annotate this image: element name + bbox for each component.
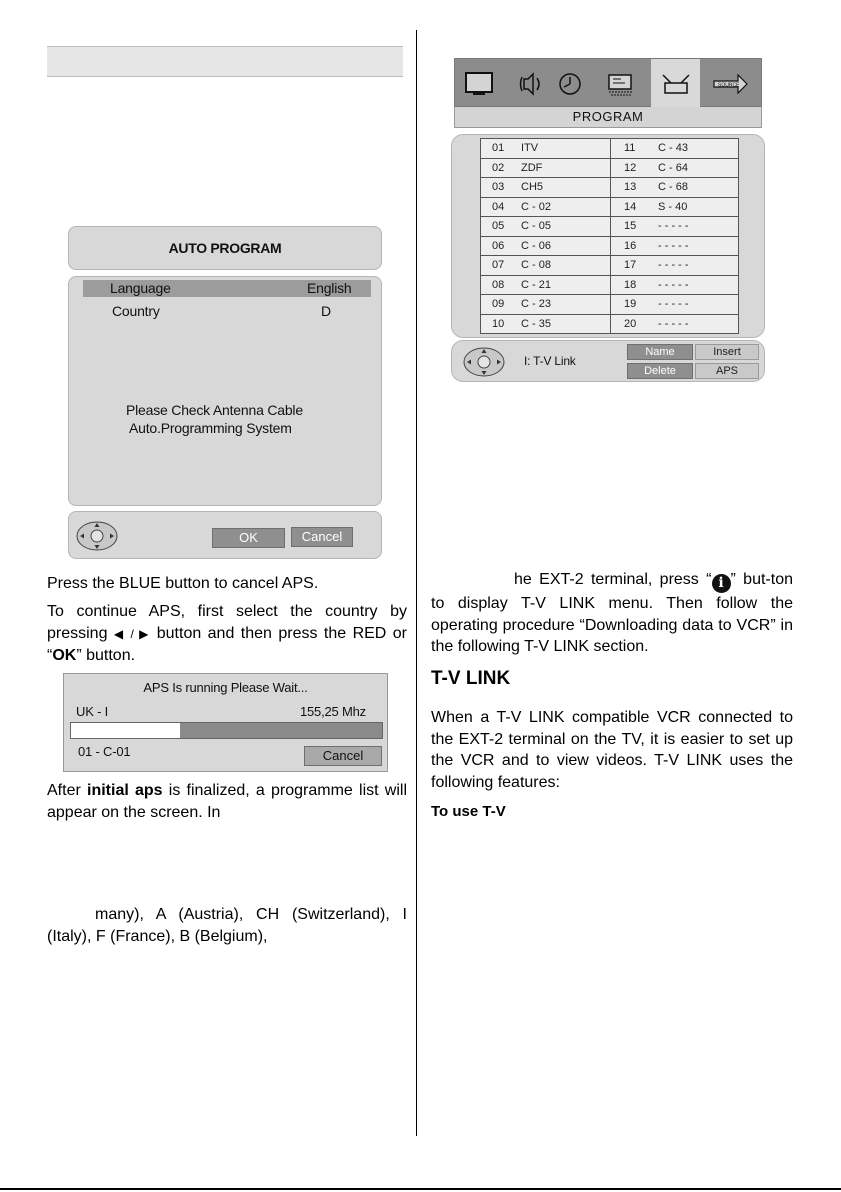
- program-list-panel: [451, 134, 765, 338]
- aps-system-message: Auto.Programming System: [129, 420, 292, 436]
- ok-button[interactable]: OK: [212, 528, 285, 548]
- tv-link-hint: I: T-V Link: [524, 354, 576, 368]
- program-row[interactable]: [481, 178, 738, 198]
- ext2-text: [431, 569, 793, 658]
- country-value[interactable]: D: [321, 303, 331, 319]
- table-column-divider: [610, 159, 611, 178]
- tv-link-heading: T-V LINK: [431, 668, 511, 689]
- sound-icon[interactable]: [519, 69, 545, 99]
- aps-progress-bar: [70, 722, 383, 739]
- program-number: 08: [492, 278, 505, 291]
- aps-button[interactable]: APS: [695, 363, 759, 379]
- aps-status-box: [63, 673, 388, 772]
- aps-frequency: 155,25 Mhz: [300, 704, 366, 719]
- program-row[interactable]: [481, 276, 738, 296]
- program-name: C - 08: [521, 259, 551, 271]
- cancel-aps-text: Press the BLUE button to cancel APS.: [47, 575, 319, 592]
- clock-icon[interactable]: [556, 69, 584, 99]
- program-row[interactable]: [481, 295, 738, 315]
- program-row[interactable]: [481, 198, 738, 218]
- info-icon: i: [712, 574, 731, 593]
- program-row[interactable]: [481, 139, 738, 159]
- language-label: Language: [110, 280, 171, 296]
- table-column-divider: [610, 198, 611, 217]
- country-label: Country: [112, 303, 160, 319]
- program-number: 03: [492, 181, 505, 193]
- program-number: 19: [624, 298, 637, 310]
- program-name: - - - - -: [658, 259, 689, 271]
- continue-aps-text-b: button and then press the RED or “: [47, 624, 407, 664]
- source-icon[interactable]: [710, 69, 750, 99]
- continue-aps-text-c: ” button.: [76, 647, 136, 664]
- program-number: 06: [492, 239, 505, 252]
- table-column-divider: [610, 178, 611, 197]
- table-column-divider: [610, 217, 611, 236]
- left-right-arrow-icon: ◀ / ▶: [113, 626, 151, 641]
- program-name: CH5: [521, 181, 544, 193]
- program-name: ITV: [521, 142, 539, 154]
- table-column-divider: [610, 315, 611, 335]
- table-column-divider: [610, 295, 611, 314]
- program-number: 09: [492, 298, 505, 310]
- tv-link-intro-text: When a T-V LINK compatible VCR connected to the EXT-2 terminal on the TV, it is easier to set up the VCR and to view videos. T-V LINK uses the following features:: [431, 709, 793, 791]
- program-number: 18: [624, 278, 637, 291]
- program-number: 12: [624, 161, 637, 174]
- program-menu-title: PROGRAM: [572, 109, 644, 124]
- delete-button[interactable]: Delete: [627, 363, 693, 379]
- aps-cancel-button[interactable]: Cancel: [304, 746, 382, 766]
- program-number: 07: [492, 259, 505, 271]
- ok-word: OK: [52, 647, 77, 664]
- tv-screen-icon[interactable]: [463, 69, 497, 99]
- name-button[interactable]: Name: [627, 344, 693, 360]
- svg-text:SOURCE: SOURCE: [718, 82, 740, 89]
- auto-program-button-panel: [68, 511, 382, 559]
- auto-program-title: AUTO PROGRAM: [168, 240, 282, 256]
- program-name: - - - - -: [658, 220, 689, 232]
- features-icon[interactable]: [605, 69, 637, 99]
- program-number: 04: [492, 200, 505, 213]
- auto-program-body-panel: [68, 276, 382, 506]
- program-name: - - - - -: [658, 239, 689, 252]
- program-name: C - 23: [521, 298, 551, 310]
- program-number: 01: [492, 142, 505, 154]
- program-row[interactable]: [481, 315, 738, 335]
- program-number: 17: [624, 259, 637, 271]
- nav-pad-icon: [75, 520, 119, 552]
- program-name: C - 21: [521, 278, 551, 291]
- continue-aps-text-a: To continue APS, first select the country by pressing: [47, 603, 407, 642]
- program-name: C - 43: [658, 142, 688, 154]
- program-name: - - - - -: [658, 298, 689, 310]
- cancel-button[interactable]: Cancel: [291, 527, 353, 547]
- aps-program-number: 01 - C-01: [78, 744, 131, 759]
- page-bottom-line: [0, 1188, 841, 1190]
- program-name: C - 64: [658, 161, 688, 174]
- program-number: 10: [492, 317, 505, 330]
- program-name: C - 06: [521, 239, 551, 252]
- program-row[interactable]: [481, 217, 738, 237]
- table-column-divider: [610, 139, 611, 158]
- install-icon[interactable]: [659, 69, 693, 99]
- aps-progress-fill: [71, 723, 180, 738]
- program-number: 16: [624, 239, 637, 252]
- program-name: S - 40: [658, 200, 688, 213]
- program-number: 13: [624, 181, 637, 193]
- program-title-bar: [454, 107, 762, 128]
- table-column-divider: [610, 276, 611, 295]
- programme-list-text-c: is finalized, a programme list will appear on the screen. In: [47, 782, 407, 821]
- program-table: [480, 138, 739, 334]
- program-name: C - 02: [521, 200, 551, 213]
- continue-aps-text: [47, 601, 407, 667]
- column-divider: [416, 30, 417, 1136]
- antenna-message: Please Check Antenna Cable: [126, 402, 303, 418]
- to-use-tv-link-subhead: To use T-V: [431, 803, 506, 820]
- menu-icon-bar: [454, 58, 762, 107]
- program-number: 20: [624, 317, 637, 330]
- aps-channel: UK - I: [76, 704, 109, 719]
- programme-list-text: [47, 780, 407, 823]
- program-name: - - - - -: [658, 317, 689, 330]
- insert-button[interactable]: Insert: [695, 344, 759, 360]
- ext2-text-a: he EXT-2 terminal, press “: [514, 571, 712, 588]
- program-row[interactable]: [481, 237, 738, 257]
- programme-list-text-a: After: [47, 782, 87, 799]
- ext2-text-b: ” but-ton to display T-V LINK menu. Then follow the operating procedure “Downloading data to VCR” in the following T-V LINK section.: [431, 571, 793, 655]
- program-name: C - 68: [658, 181, 688, 193]
- language-value: English: [307, 280, 352, 296]
- nav-pad-icon: [462, 346, 506, 378]
- table-column-divider: [610, 237, 611, 256]
- program-name: - - - - -: [658, 278, 689, 291]
- program-number: 11: [624, 142, 636, 154]
- program-button-panel: [451, 340, 765, 382]
- program-row[interactable]: [481, 256, 738, 276]
- program-number: 15: [624, 220, 637, 232]
- program-name: C - 05: [521, 220, 551, 232]
- auto-program-title-panel: [68, 226, 382, 270]
- program-row[interactable]: [481, 159, 738, 179]
- program-number: 02: [492, 161, 505, 174]
- program-number: 14: [624, 200, 637, 213]
- program-name: C - 35: [521, 317, 551, 330]
- section-header-bar: [47, 46, 403, 77]
- aps-running-title: APS Is running Please Wait...: [143, 680, 308, 695]
- program-number: 05: [492, 220, 505, 232]
- table-column-divider: [610, 256, 611, 275]
- country-codes-text: many), A (Austria), CH (Switzerland), I (Italy), F (France), B (Belgium),: [47, 906, 407, 945]
- initial-aps-word: initial aps: [87, 782, 163, 799]
- program-name: ZDF: [521, 161, 543, 174]
